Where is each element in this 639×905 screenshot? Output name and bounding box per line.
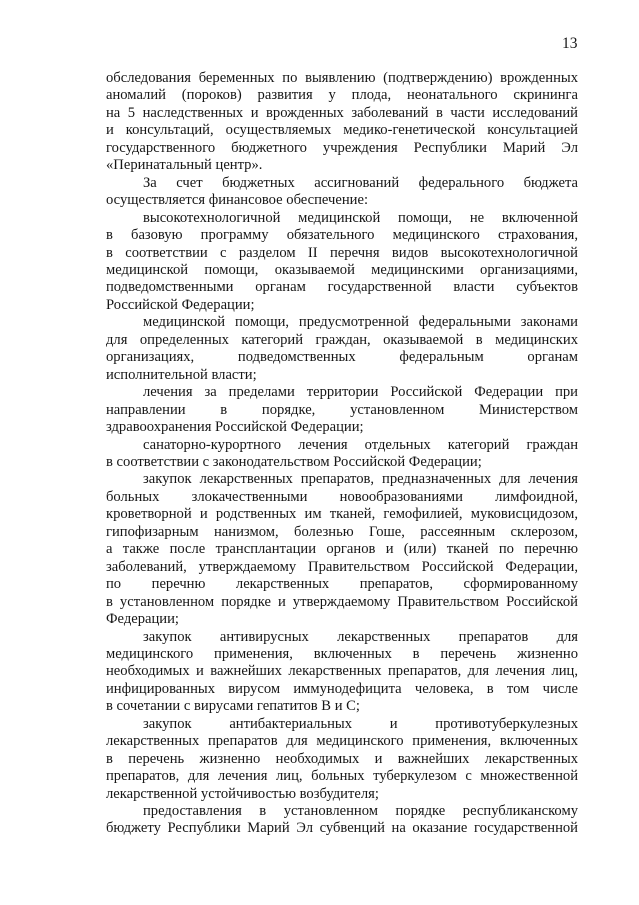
text-line: исполнительной власти; xyxy=(106,366,257,383)
text-line: осуществляется финансовое обеспечение: xyxy=(106,192,369,209)
text-line: в соответствии с законодательством Российской Федерации; xyxy=(106,453,482,470)
text-line: кроветворной и родственных им тканей, гемофилией, муковисцидозом, xyxy=(106,506,578,523)
text-line: бюджету Республики Марий Эл субвенций на оказание государственной xyxy=(106,820,578,837)
text-line: в сочетании с вирусами гепатитов В и С; xyxy=(106,698,360,715)
paragraph xyxy=(106,471,578,628)
text-line: препаратов, для лечения лиц, больных туберкулезом с множественной xyxy=(106,768,578,785)
text-line: закупок антивирусных лекарственных препаратов для xyxy=(143,628,578,645)
paragraph xyxy=(106,803,578,838)
paragraph xyxy=(106,314,578,384)
text-line: медицинской помощи, предусмотренной федеральными законами xyxy=(143,314,578,331)
paragraph xyxy=(106,70,578,175)
text-line: а также после трансплантации органов и (или) тканей по перечню xyxy=(106,541,578,558)
text-line: аномалий (пороков) развития у плода, неонатального скрининга xyxy=(106,87,578,104)
text-line: «Перинатальный центр». xyxy=(106,157,263,174)
text-line: За счет бюджетных ассигнований федерального бюджета xyxy=(143,174,578,191)
text-line: инфицированных вирусом иммунодефицита человека, в том числе xyxy=(106,680,578,697)
text-line: высокотехнологичной медицинской помощи, не включенной xyxy=(143,209,578,226)
paragraph xyxy=(106,437,578,472)
text-line: в перечень жизненно необходимых и важнейших лекарственных xyxy=(106,750,578,767)
paragraph xyxy=(106,716,578,803)
text-line: для определенных категорий граждан, оказываемой в медицинских xyxy=(106,331,578,348)
text-line: обследования беременных по выявлению (подтверждению) врожденных xyxy=(106,70,578,86)
text-line: лечения за пределами территории Российской Федерации при xyxy=(143,384,578,401)
text-line: направлении в порядке, установленном Министерством xyxy=(106,401,578,418)
text-line: в соответствии с разделом II перечня видов высокотехнологичной xyxy=(106,244,578,261)
paragraph xyxy=(106,210,578,315)
text-line: закупок лекарственных препаратов, предназначенных для лечения xyxy=(143,471,578,488)
text-line: Российской Федерации; xyxy=(106,296,255,313)
text-line: больных злокачественными новообразованиями лимфоидной, xyxy=(106,488,578,505)
text-line: организациях, подведомственных федеральным органам xyxy=(106,349,578,366)
text-line: по перечню лекарственных препаратов, сформированному xyxy=(106,576,578,593)
text-line: Федерации; xyxy=(106,611,179,628)
text-line: и консультаций, осуществляемых медико-генетической консультацией xyxy=(106,122,578,139)
paragraph xyxy=(106,384,578,436)
text-line: медицинской помощи, оказываемой медицинскими организациями, xyxy=(106,261,578,278)
text-line: в базовую программу обязательного медицинского страхования, xyxy=(106,227,578,244)
text-line: гипофизарным нанизмом, болезнью Гоше, рассеянным склерозом, xyxy=(106,523,578,540)
text-line: лекарственных препаратов для медицинского применения, включенных xyxy=(106,733,578,750)
text-line: на 5 наследственных и врожденных заболеваний в части исследований xyxy=(106,104,578,121)
text-line: заболеваний, утверждаемому Правительством Российской Федерации, xyxy=(106,558,578,575)
paragraph xyxy=(106,629,578,716)
text-line: государственного бюджетного учреждения Республики Марий Эл xyxy=(106,139,578,156)
text-line: закупок антибактериальных и противотуберкулезных xyxy=(143,715,578,732)
text-line: здравоохранения Российской Федерации; xyxy=(106,419,364,436)
text-line: в установленном порядке и утверждаемому Правительством Российской xyxy=(106,593,578,610)
text-line: предоставления в установленном порядке республиканскому xyxy=(143,803,578,820)
page-number: 13 xyxy=(562,35,578,52)
text-line: лекарственной устойчивостью возбудителя; xyxy=(106,785,379,802)
paragraph xyxy=(106,175,578,210)
text-line: санаторно-курортного лечения отдельных категорий граждан xyxy=(143,436,578,453)
document-body xyxy=(106,70,578,838)
text-line: необходимых и важнейших лекарственных препаратов, для лечения лиц, xyxy=(106,663,578,680)
text-line: подведомственными органам государственной власти субъектов xyxy=(106,279,578,296)
text-line: медицинского применения, включенных в перечень жизненно xyxy=(106,645,578,662)
